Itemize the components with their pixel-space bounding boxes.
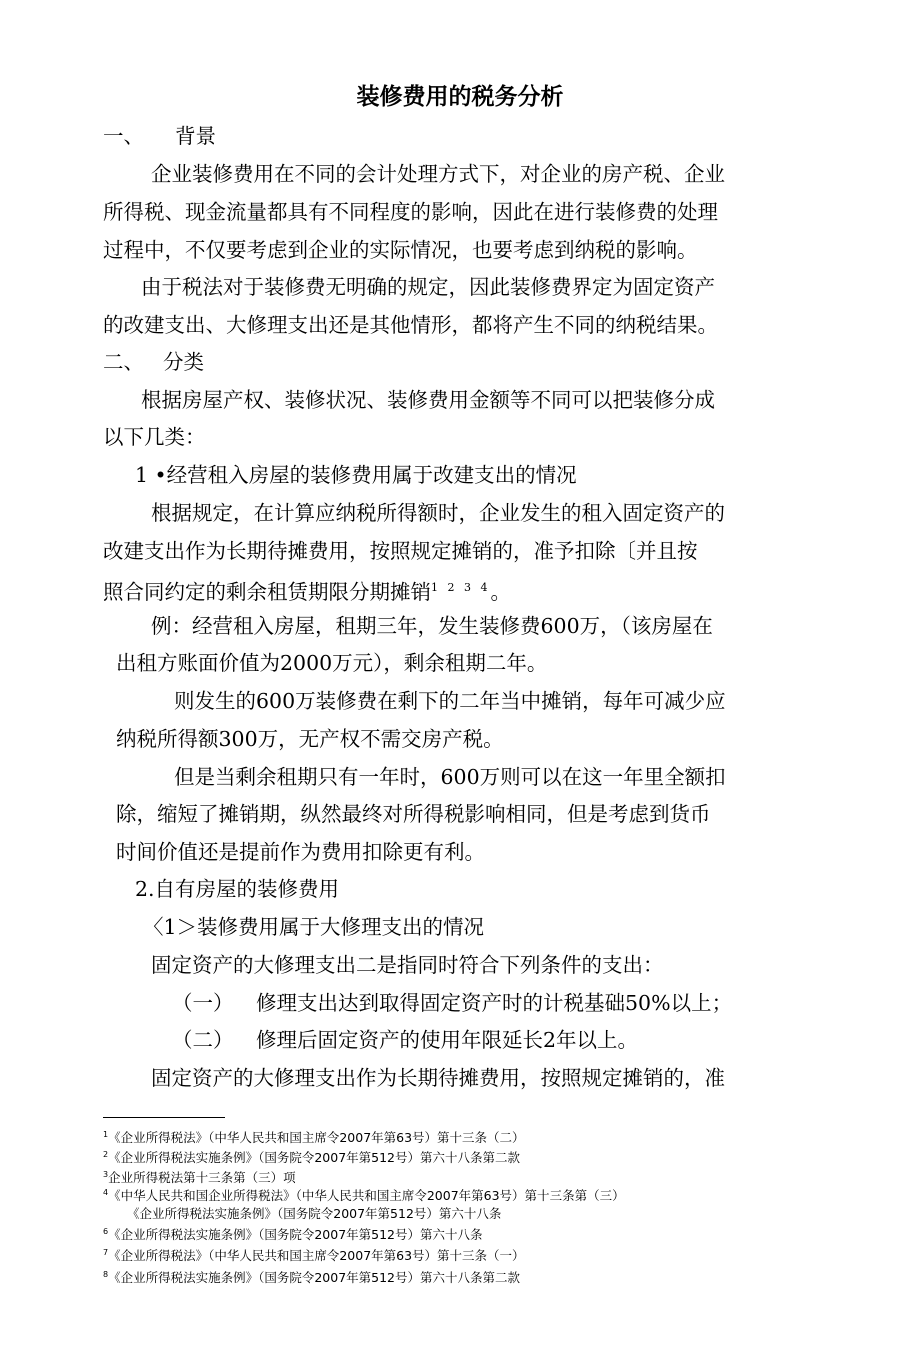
footnote-8-text: 《企业所得税法实施条例》（国务院令2007年第512号）第六十八条第二款 <box>108 1270 521 1286</box>
section2-number: 二、 <box>103 350 144 374</box>
footnote-6-text: 《企业所得税法实施条例》（国务院令2007年第512号）第六十八条 <box>108 1227 483 1243</box>
footnote-1-number: 1 <box>103 1130 109 1139</box>
item1-para-line1: 根据规定，在计算应纳税所得额时，企业发生的租入固定资产的 <box>151 501 725 525</box>
section1-para1-line1: 企业装修费用在不同的会计处理方式下，对企业的房产税、企业 <box>151 162 725 186</box>
footnote-7-number: 7 <box>103 1248 109 1257</box>
footnote-4-text: 《中华人民共和国企业所得税法》（中华人民共和国主席令2007年第63号）第十三条第（三） <box>108 1188 625 1204</box>
footnote-refs: 1 2 3 4 <box>431 581 491 594</box>
footnote-2-text: 《企业所得税法实施条例》（国务院令2007年第512号）第六十八条第二款 <box>108 1150 521 1166</box>
section2-intro-line1: 根据房屋产权、装修状况、装修费用金额等不同可以把装修分成 <box>141 388 715 412</box>
condition2-text: 修理后固定资产的使用年限延长2年以上。 <box>256 1028 639 1052</box>
footnote-4-number: 4 <box>103 1188 109 1197</box>
item1-heading: 1 •经营租入房屋的装修费用属于改建支出的情况 <box>135 463 577 487</box>
item1-para-line3 <box>103 573 511 607</box>
footnote-8 <box>103 1265 520 1288</box>
section1-para1-line3: 过程中，不仅要考虑到企业的实际情况，也要考虑到纳税的影响。 <box>103 238 698 262</box>
example-p2-line2: 纳税所得额300万，无产权不需交房产税。 <box>116 727 504 751</box>
footnote-1-text: 《企业所得税法》（中华人民共和国主席令2007年第63号）第十三条（二） <box>108 1130 525 1146</box>
footnote-8-number: 8 <box>103 1270 109 1279</box>
condition1-text: 修理支出达到取得固定资产时的计税基础50%以上； <box>256 991 733 1015</box>
example-p3-line2: 除，缩短了摊销期，纵然最终对所得税影响相同，但是考虑到货币 <box>116 802 711 826</box>
condition1-label: （一） <box>172 991 234 1015</box>
footnote-5 <box>127 1201 501 1224</box>
section2-heading: 分类 <box>163 350 204 374</box>
footnote-7 <box>103 1243 525 1266</box>
example-p3-line1: 但是当剩余租期只有一年时，600万则可以在这一年里全额扣 <box>174 765 726 789</box>
footnote-2-number: 2 <box>103 1150 109 1159</box>
example-line2: 出租方账面价值为2000万元），剩余租期二年。 <box>116 651 548 675</box>
item2-heading: 2.自有房屋的装修费用 <box>135 877 340 901</box>
example-p2-line1: 则发生的600万装修费在剩下的二年当中摊销，每年可减少应 <box>174 689 726 713</box>
footnote-3-number: 3 <box>103 1170 109 1179</box>
item1-para-end: 。 <box>490 579 511 604</box>
document-title: 装修费用的税务分析 <box>356 84 564 110</box>
footnote-5-text: 《企业所得税法实施条例》（国务院令2007年第512号）第六十八条 <box>127 1206 502 1222</box>
item1-para-line2: 改建支出作为长期待摊费用，按照规定摊销的，准予扣除〔并且按 <box>103 539 698 563</box>
example-line1: 例：经营租入房屋，租期三年，发生装修费600万，（该房屋在 <box>151 614 713 638</box>
item1-para-line3-text: 照合同约定的剩余租赁期限分期摊销 <box>103 579 431 604</box>
section1-heading: 背景 <box>175 124 216 148</box>
condition2-label: （二） <box>172 1028 234 1052</box>
section1-para1-line2: 所得税、现金流量都具有不同程度的影响，因此在进行装修费的处理 <box>103 200 718 224</box>
footnote-divider <box>103 1117 225 1118</box>
section1-number: 一、 <box>103 124 144 148</box>
item2-last-line: 固定资产的大修理支出作为长期待摊费用，按照规定摊销的，准 <box>151 1066 725 1090</box>
footnote-3-text: 企业所得税法第十三条第（三）项 <box>108 1170 296 1186</box>
item2-subheading: 〈1＞装修费用属于大修理支出的情况 <box>143 915 485 939</box>
footnote-7-text: 《企业所得税法》（中华人民共和国主席令2007年第63号）第十三条（一） <box>108 1248 525 1264</box>
section2-intro-line2: 以下几类： <box>103 425 206 449</box>
section1-para2-line2: 的改建支出、大修理支出还是其他情形，都将产生不同的纳税结果。 <box>103 313 718 337</box>
footnote-6 <box>103 1222 483 1245</box>
example-p3-line3: 时间价值还是提前作为费用扣除更有利。 <box>116 840 485 864</box>
section1-para2-line1: 由于税法对于装修费无明确的规定，因此装修费界定为固定资产 <box>141 275 715 299</box>
footnote-6-number: 6 <box>103 1227 109 1236</box>
item2-para: 固定资产的大修理支出二是指同时符合下列条件的支出： <box>151 953 664 977</box>
